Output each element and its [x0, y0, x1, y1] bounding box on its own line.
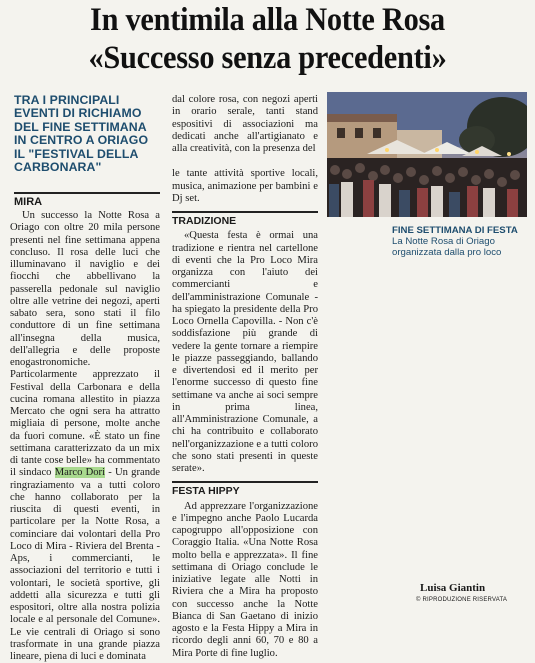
article-paragraph-1 — [10, 210, 160, 663]
copyright-notice: © RIPRODUZIONE RISERVATA — [416, 597, 508, 603]
caption-text: La Notte Rosa di Oriago organizzata dalla pro loco — [392, 236, 502, 258]
photo-caption — [392, 225, 527, 258]
subheading-festa-hippy: FESTA HIPPY — [172, 481, 318, 497]
section-location-label: MIRA — [14, 192, 160, 208]
article-paragraph-continued: dal colore rosa, con negozi aperti in orario serale, tanti stand espositivi di associazioni ma dedicati anche all'artigianato e alla creatività, con la presenza del — [172, 94, 318, 154]
author-byline: Luisa Giantin — [420, 582, 486, 594]
article-column-2 — [172, 94, 318, 660]
headline-line-1: In ventimila alla Notte Rosa — [90, 2, 445, 38]
subheading-tradizione: TRADIZIONE — [172, 211, 318, 227]
paragraph-text: - Un grande ringraziamento va a tutti coloro che hanno collaborato per la riuscita di questi eventi, in particolare per la Notte Rosa, a cominciare dai volontari della Pro Loco di Mira - Riviera del Brenta - Aps, i commercianti, le associazioni del territorio e tutti i volontari, le società sportive, gli addetti alla sicurezza e tutti gli espositori, oltre alla nostra polizia locale e al personale del Comune». Le vie centrali di Oriago si sono trasformate in una grande piazza lineare, piena di luci e dominata — [10, 467, 160, 662]
paragraph-text: Un successo la Notte Rosa a Oriago con oltre 20 mila persone presenti nel fine settimana appena concluso. Il rosa delle luci che illuminavano il naviglio e dei fiocchi che abbellivano la passerella pedonale sul naviglio oltre alle vetrine dei negozi, aperti sabato sera, sono stati il filo conduttore di un fine settimana all'insegna della musica, dell'allegria e delle proposte enogastronomiche. Particolarmente apprezzato il Festival della Carbonara e della cucina romana allestito in piazza Mercato che ogni sera ha attratto migliaia di persone, molte anche da fuori comune. «È stato un fine settimana caratterizzato da un mix di tante cose belle» ha commentato il sindaco — [10, 210, 160, 479]
article-paragraph-2: «Questa festa è ormai una tradizione e rientra nel cartellone di eventi che la Pro Loco Mira organizza con l'aiuto dei commercianti e dell'amministrazione Comunale - ha spiegato la presidente della Pro Loco Ornella Capovilla. - Non c'è soddisfazione più grande di vedere la gente tornare a riempire le piazze passeggiando, ballando e divertendosi ed il merito per l'enorme successo di questo fine settimane va anche ai soci sempre in prima linea, all'Amministrazione Comunale, a chi ha contribuito e collaborato nell'organizzazione e a tutti coloro che sono stati presenti in queste serate». — [172, 230, 318, 474]
article-paragraph-continued-2: le tante attività sportive locali, musica, animazione per bambini e Dj set. — [172, 168, 318, 204]
mayor-name-highlight: Marco Dori — [54, 467, 106, 479]
caption-label: FINE SETTIMANA DI FESTA — [392, 225, 518, 236]
kicker: TRA I PRINCIPALI EVENTI DI RICHIAMO DEL FINE SETTIMANA IN CENTRO A ORIAGO IL "FESTIVAL DELLA CARBONARA" — [14, 93, 149, 175]
headline-line-2: «Successo senza precedenti» — [88, 40, 447, 76]
article-paragraph-3: Ad apprezzare l'organizzazione e l'impegno anche Paolo Lucarda capogruppo all'opposizione con Coraggio Italia. «Una Notte Rosa molto bella e apprezzata». Il fine settimana di Oriago conclude le iniziative legate alle Notti in Riviera che a Mira ha proposto con successo anche la Notte Bianca di San Gaetano di inizio agosto e la Festa Hippy a Mira in ricordo degli anni 60, 70 e 80 a Mira Porte di fine luglio. — [172, 500, 318, 659]
article-column-1 — [10, 210, 160, 663]
festival-photo — [327, 92, 527, 217]
crowd-photo-illustration — [327, 92, 527, 217]
